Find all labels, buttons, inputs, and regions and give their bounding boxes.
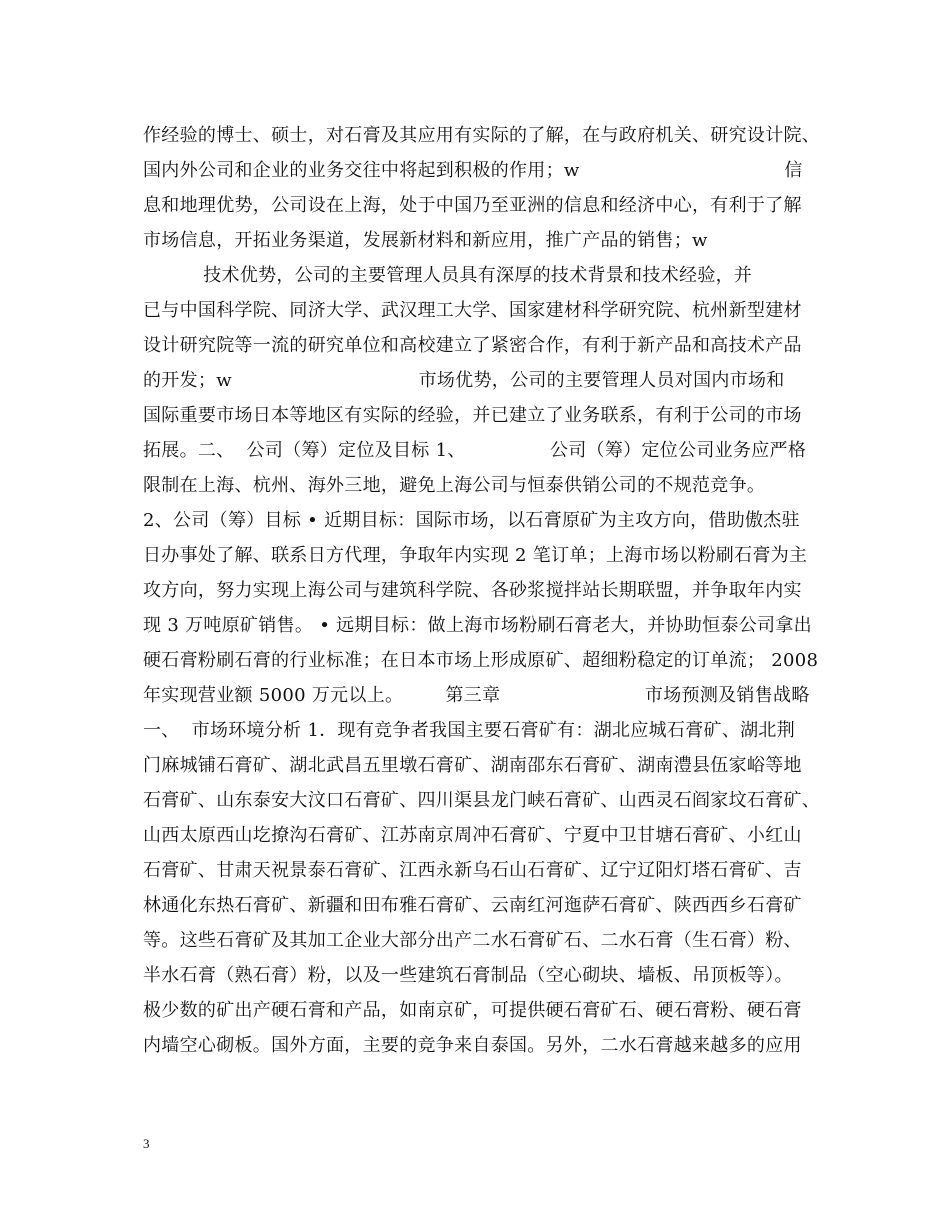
- body-text-line: 林通化东热石膏矿、新疆和田布雅石膏矿、云南红河迤萨石膏矿、陕西西乡石膏矿: [143, 895, 802, 916]
- body-text-line: 息和地理优势，公司设在上海，处于中国乃至亚洲的信息和经济中心，有利于了解: [143, 195, 802, 216]
- body-text-line: 内墙空心砌板。国外方面，主要的竞争来自泰国。另外，二水石膏越来越多的应用: [143, 1035, 802, 1056]
- body-text-line: 的开发；w 市场优势，公司的主要管理人员对国内市场和: [143, 370, 785, 391]
- body-text-line: 拓展。二、 公司（筹）定位及目标 1、 公司（筹）定位公司业务应严格: [143, 440, 807, 461]
- page-number: 3: [143, 1136, 150, 1151]
- body-text-line: 国内外公司和企业的业务交往中将起到积极的作用；w 信: [143, 160, 803, 181]
- body-text-line: 技术优势，公司的主要管理人员具有深厚的技术背景和技术经验，并: [143, 265, 753, 286]
- body-text-line: 石膏矿、甘肃天祝景泰石膏矿、江西永新乌石山石膏矿、辽宁辽阳灯塔石膏矿、吉: [143, 860, 802, 881]
- body-text-line: 年实现营业额 5000 万元以上。 第三章 市场预测及销售战略: [143, 685, 810, 706]
- body-text-line: 设计研究院等一流的研究单位和高校建立了紧密合作，有利于新产品和高技术产品: [143, 335, 802, 356]
- body-text-line: 门麻城铺石膏矿、湖北武昌五里墩石膏矿、湖南邵东石膏矿、湖南澧县伍家峪等地: [143, 755, 802, 776]
- body-text-line: 限制在上海、杭州、海外三地，避免上海公司与恒泰供销公司的不规范竞争。: [143, 475, 766, 496]
- body-text-line: 极少数的矿出产硬石膏和产品，如南京矿，可提供硬石膏矿石、硬石膏粉、硬石膏: [143, 1000, 802, 1021]
- body-text-line: 作经验的博士、硕士，对石膏及其应用有实际的了解，在与政府机关、研究设计院、: [143, 125, 821, 146]
- body-text-line: 半水石膏（熟石膏）粉，以及一些建筑石膏制品（空心砌块、墙板、吊顶板等）。: [143, 965, 793, 986]
- body-text-line: 2、公司（筹）目标 • 近期目标：国际市场，以石膏原矿为主攻方向，借助傲杰驻: [143, 510, 800, 531]
- body-text-line: 攻方向，努力实现上海公司与建筑科学院、各砂浆搅拌站长期联盟，并争取年内实: [143, 580, 802, 601]
- body-text-line: 已与中国科学院、同济大学、武汉理工大学、国家建材科学研究院、杭州新型建材: [143, 300, 802, 321]
- body-text-line: 等。这些石膏矿及其加工企业大部分出产二水石膏矿石、二水石膏（生石膏）粉、: [143, 930, 802, 951]
- body-text-line: 日办事处了解、联系日方代理，争取年内实现 2 笔订单；上海市场以粉刷石膏为主: [143, 545, 808, 566]
- body-text-line: 山西太原西山圪撩沟石膏矿、江苏南京周冲石膏矿、宁夏中卫甘塘石膏矿、小红山: [143, 825, 802, 846]
- body-text-line: 国际重要市场日本等地区有实际的经验，并已建立了业务联系，有利于公司的市场: [143, 405, 802, 426]
- body-text-line: 市场信息，开拓业务渠道，发展新材料和新应用，推广产品的销售；w: [143, 230, 708, 251]
- body-text-line: 现 3 万吨原矿销售。 • 远期目标：做上海市场粉刷石膏老大，并协助恒泰公司拿出: [143, 615, 812, 636]
- body-text-line: 一、 市场环境分析 1．现有竞争者我国主要石膏矿有：湖北应城石膏矿、湖北荆: [143, 720, 796, 741]
- body-text-line: 硬石膏粉刷石膏的行业标准；在日本市场上形成原矿、超细粉稳定的订单流； 2008: [143, 650, 819, 671]
- body-text-line: 石膏矿、山东泰安大汶口石膏矿、四川渠县龙门峡石膏矿、山西灵石阎家坟石膏矿、: [143, 790, 821, 811]
